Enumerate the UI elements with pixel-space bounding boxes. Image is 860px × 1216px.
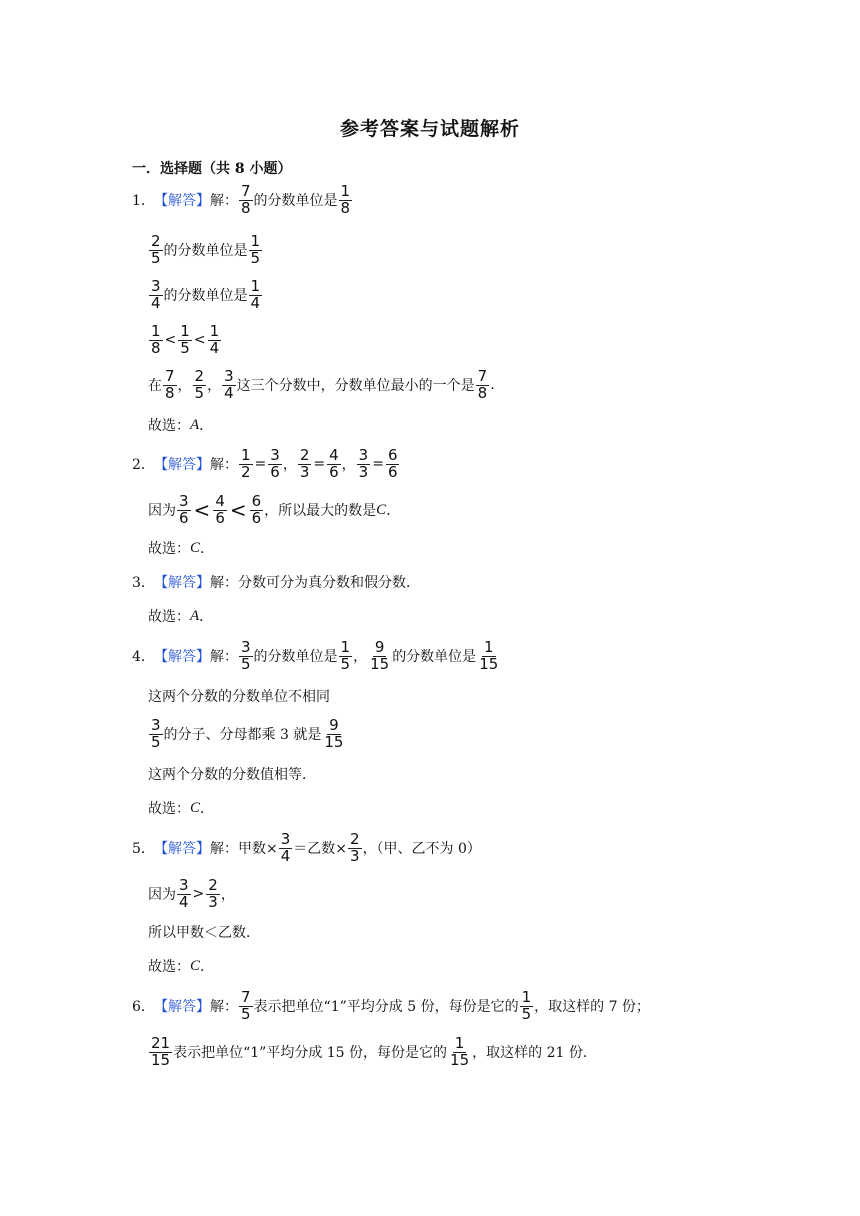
q5-line-2 [148,874,235,914]
text: ． [200,541,215,557]
fraction: $\frac{1}{4}$ [209,321,220,357]
q4-number: 4． [132,649,155,665]
text: ＝乙数× [293,841,348,857]
jie-label: 解： [210,649,238,665]
answer-tag: 【解答】 [154,999,210,1015]
text: ， [220,887,235,903]
text: ， [341,457,356,473]
text: 的分数单位是 [163,288,248,304]
answer-tag: 【解答】 [154,575,210,591]
fraction: $\frac{3}{4}$ [151,276,161,312]
choose-answer: A [190,416,200,433]
q1-line-3 [148,275,263,315]
answer-tag: 【解答】 [154,649,210,665]
q1-choose [148,405,213,445]
text: 在 [148,378,162,394]
choose-label: 故选： [148,609,190,625]
q1-line-1 [132,180,353,220]
choose-answer: C [190,799,201,816]
fraction: $\frac{6}{6}$ [387,445,398,481]
answer-tag: 【解答】 [154,841,210,857]
q2-number: 2． [132,457,155,473]
less-than: < [229,498,247,522]
text: ． [200,959,215,975]
fraction: $\frac{2}{5}$ [151,231,161,267]
q5-line-1 [132,828,481,868]
text: 这三个分数中，分数单位最小的一个是 [236,378,475,394]
text: ， [282,457,297,473]
text: 甲数× [238,841,278,857]
q1-line-5 [148,365,495,405]
greater-than: > [192,886,205,902]
choose-answer: C [190,539,201,556]
text: ． [200,801,215,817]
text: 分数可分为真分数和假分数． [238,575,420,591]
q4-choose [148,788,214,828]
page-title: 参考答案与试题解析 [339,118,520,140]
choose-label: 故选： [148,959,190,975]
fraction: $\frac{1}{8}$ [340,181,351,217]
fraction: $\frac{1}{15}$ [450,1033,470,1069]
text: 表示把单位“1”平均分成 5 份，每份是它的 [253,999,519,1015]
fraction: $\frac{1}{5}$ [521,987,532,1023]
jie-label: 解： [210,575,238,591]
fraction: $\frac{4}{6}$ [215,491,225,527]
fraction: $\frac{1}{5}$ [180,321,190,357]
jie-label: 解： [210,841,238,857]
text: ． [386,503,401,519]
fraction: $\frac{1}{2}$ [241,445,251,481]
equals: = [254,456,267,472]
fraction: $\frac{9}{15}$ [370,637,390,673]
less-than: < [193,332,206,348]
fraction: $\frac{2}{5}$ [194,366,205,402]
text: 所以甲数＜乙数． [148,925,260,941]
fraction: $\frac{1}{4}$ [250,276,261,312]
text: ， [177,378,192,394]
fraction: $\frac{1}{5}$ [250,231,261,267]
text: ，取这样的 7 份； [534,999,650,1015]
fraction: $\frac{3}{3}$ [358,445,369,481]
answer-tag: 【解答】 [154,193,210,209]
q4-line-2 [148,676,330,716]
jie-label: 解： [210,999,238,1015]
text: 的分数单位是 [253,649,338,665]
text: 这两个分数的分数单位不相同 [148,689,330,705]
text: ，所以最大的数是 [264,503,377,519]
text: 的分子、分母都乘 3 就是 [163,727,322,743]
section-heading: 一．选择题（共 8 小题） [132,161,292,177]
fraction: $\frac{7}{8}$ [477,366,488,402]
q6-line-1 [132,986,650,1026]
less-than: < [193,498,211,522]
fraction: $\frac{2}{3}$ [350,829,360,865]
text: ， [207,378,222,394]
fraction: $\frac{1}{15}$ [479,637,499,673]
choose-answer: C [190,957,201,974]
jie-label: 解： [210,193,238,209]
q4-line-3 [148,714,346,754]
fraction: $\frac{21}{15}$ [151,1033,171,1069]
fraction: $\frac{1}{8}$ [151,321,161,357]
text: 的分数单位是 [392,649,477,665]
fraction: $\frac{3}{4}$ [280,829,291,865]
fraction: $\frac{3}{4}$ [179,875,189,911]
q1-line-2 [148,230,263,270]
q5-choose [148,946,214,986]
answer-tag: 【解答】 [154,457,210,473]
text: 的分数单位是 [163,243,248,259]
fraction: $\frac{2}{3}$ [299,445,310,481]
less-than: < [164,332,177,348]
equals: = [372,456,384,472]
fraction: $\frac{7}{5}$ [241,987,251,1023]
fraction: $\frac{7}{8}$ [165,366,175,402]
q1-line-4 [148,320,222,360]
q3-choose [148,596,213,636]
choose-label: 故选： [148,801,190,817]
text: ． [199,609,214,625]
equals: = [313,456,326,472]
fraction: $\frac{2}{3}$ [208,875,218,911]
fraction: $\frac{3}{6}$ [179,491,189,527]
text: 因为 [148,503,176,519]
text: ． [199,418,214,434]
text: 因为 [148,887,176,903]
text: ，（甲、乙不为 0） [362,841,481,857]
fraction: $\frac{3}{6}$ [270,445,280,481]
text: . [490,377,495,393]
fraction: $\frac{9}{15}$ [324,715,344,751]
jie-label: 解： [210,457,238,473]
q6-line-2 [148,1032,597,1072]
text: 表示把单位“1”平均分成 15 份，每份是它的 [173,1045,448,1061]
fraction: $\frac{3}{4}$ [224,366,234,402]
q6-number: 6． [132,999,155,1015]
fraction: $\frac{1}{5}$ [340,637,351,673]
text: 的分数单位是 [253,193,338,209]
fraction: $\frac{6}{6}$ [251,491,262,527]
choose-label: 故选： [148,418,190,434]
q5-number: 5． [132,841,155,857]
choose-answer: A [190,607,200,624]
fraction: $\frac{4}{6}$ [329,445,339,481]
q4-line-1 [132,636,501,676]
q1-number: 1． [132,193,155,209]
q2-line-2 [148,490,400,530]
fraction: $\frac{3}{5}$ [151,715,161,751]
text: ， [353,649,368,665]
text: 这两个分数的分数值相等． [148,767,316,783]
answer-letter: C [376,501,387,518]
choose-label: 故选： [148,541,190,557]
fraction: $\frac{7}{8}$ [241,181,251,217]
fraction: $\frac{3}{5}$ [241,637,251,673]
q3-number: 3． [132,575,155,591]
q2-line-1 [132,444,400,484]
text: ，取这样的 21 份． [472,1045,597,1061]
